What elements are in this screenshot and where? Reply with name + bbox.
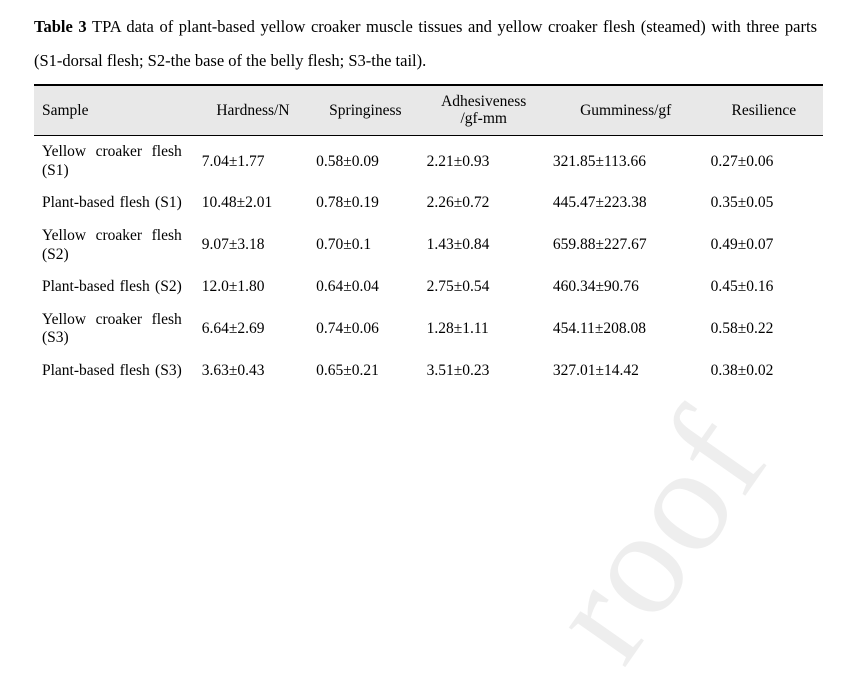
table-row	[34, 136, 823, 188]
cell-sample: Yellow croaker flesh (S2)	[42, 227, 182, 263]
table-caption-label: Table 3	[34, 17, 87, 36]
proof-watermark: roof	[514, 382, 799, 689]
cell-adhesiveness: 2.26±0.72	[426, 194, 490, 212]
column-header-adhesiveness	[421, 85, 547, 136]
cell-gumminess: 460.34±90.76	[552, 278, 639, 296]
cell-springiness: 0.58±0.09	[316, 152, 379, 170]
table-caption	[34, 10, 823, 78]
cell-sample: Plant-based flesh (S2)	[42, 278, 182, 296]
cell-hardness: 10.48±2.01	[201, 194, 273, 212]
cell-hardness: 12.0±1.80	[201, 278, 265, 296]
cell-gumminess: 445.47±223.38	[552, 194, 647, 212]
cell-sample: Yellow croaker flesh (S3)	[42, 310, 182, 347]
table-row	[34, 271, 823, 304]
table-header	[34, 85, 823, 136]
cell-springiness: 0.65±0.21	[316, 362, 379, 379]
column-header-resilience: Resilience	[705, 85, 823, 136]
table-row	[34, 304, 823, 355]
cell-gumminess: 321.85±113.66	[552, 152, 646, 170]
table-header-row	[34, 85, 823, 136]
cell-sample: Plant-based flesh (S3)	[42, 362, 182, 379]
table-caption-text: TPA data of plant-based yellow croaker muscle tissues and yellow croaker flesh (steamed) with three parts (S1-dorsal flesh; S2-the base of the belly flesh; S3-the tail).	[34, 17, 817, 70]
column-header-hardness: Hardness/N	[196, 85, 310, 136]
cell-hardness: 7.04±1.77	[201, 152, 265, 170]
cell-adhesiveness: 1.28±1.11	[426, 320, 489, 338]
cell-gumminess: 659.88±227.67	[552, 236, 647, 254]
cell-resilience: 0.49±0.07	[710, 236, 774, 254]
column-header-gumminess: Gumminess/gf	[547, 85, 705, 136]
cell-hardness: 6.64±2.69	[201, 320, 265, 338]
cell-resilience: 0.45±0.16	[710, 278, 774, 296]
cell-adhesiveness: 3.51±0.23	[426, 362, 490, 379]
table-body	[34, 136, 823, 388]
cell-sample: Plant-based flesh (S1)	[42, 194, 182, 212]
table-row	[34, 187, 823, 220]
column-header-springiness: Springiness	[310, 85, 420, 136]
cell-adhesiveness: 2.21±0.93	[426, 152, 490, 170]
cell-gumminess: 327.01±14.42	[552, 362, 639, 379]
column-header-adhesiveness-line1: Adhesiveness	[441, 92, 527, 110]
cell-springiness: 0.78±0.19	[316, 194, 379, 212]
cell-resilience: 0.35±0.05	[710, 194, 774, 212]
table-row	[34, 355, 823, 388]
cell-adhesiveness: 1.43±0.84	[426, 236, 490, 254]
column-header-adhesiveness-line2: /gf-mm	[460, 110, 507, 128]
cell-resilience: 0.58±0.22	[710, 320, 774, 338]
cell-gumminess: 454.11±208.08	[552, 320, 646, 338]
cell-sample: Yellow croaker flesh (S1)	[42, 143, 182, 179]
cell-springiness: 0.64±0.04	[316, 278, 379, 296]
cell-springiness: 0.70±0.1	[316, 236, 372, 254]
tpa-data-table	[34, 84, 823, 388]
column-header-sample: Sample	[34, 85, 196, 136]
cell-springiness: 0.74±0.06	[316, 320, 379, 338]
cell-resilience: 0.27±0.06	[710, 152, 774, 170]
cell-adhesiveness: 2.75±0.54	[426, 278, 490, 296]
cell-hardness: 3.63±0.43	[201, 362, 265, 379]
cell-hardness: 9.07±3.18	[201, 236, 265, 254]
cell-resilience: 0.38±0.02	[710, 362, 774, 379]
table-row	[34, 220, 823, 271]
